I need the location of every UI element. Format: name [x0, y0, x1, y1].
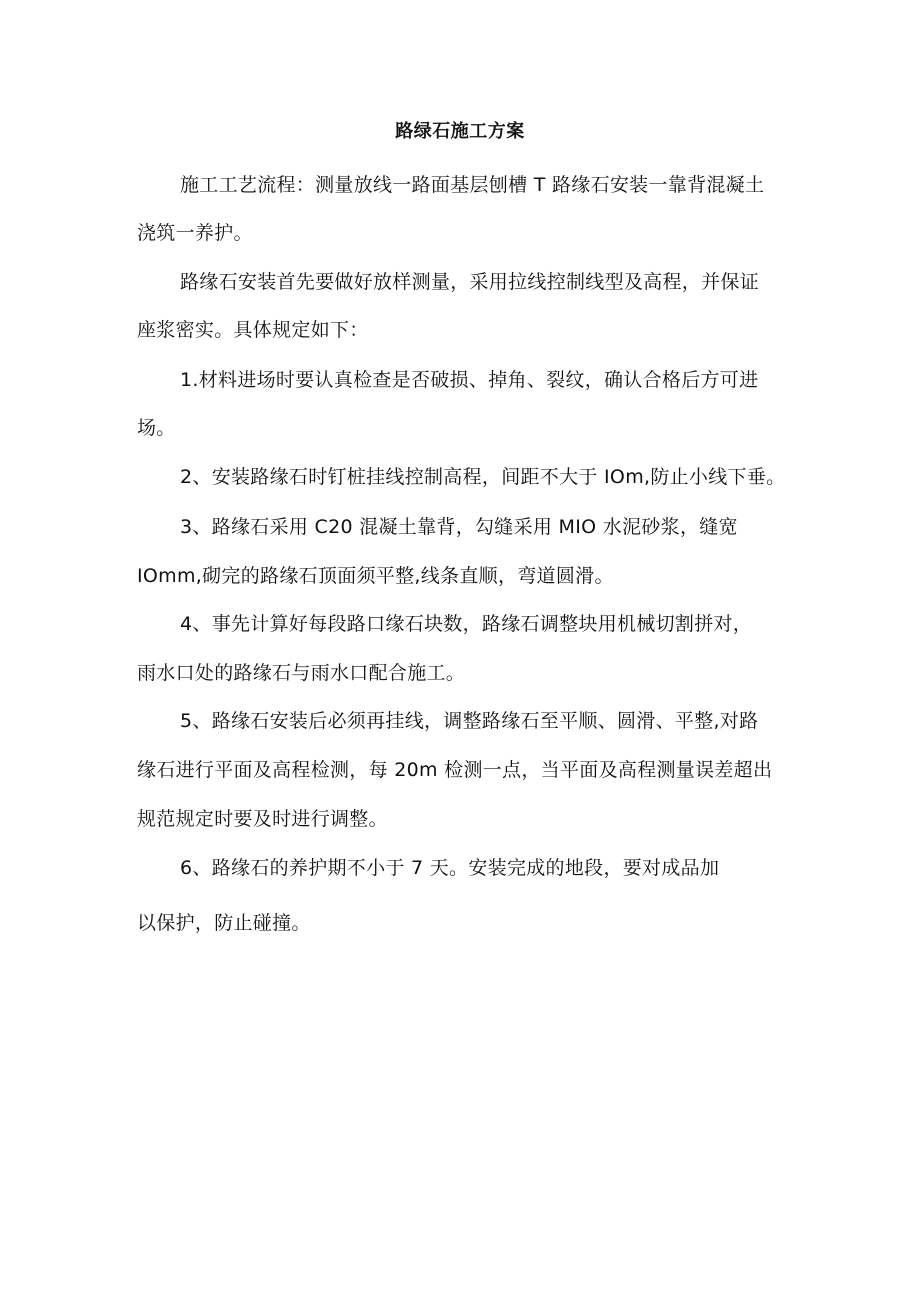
document-title: 路绿石施工方案 — [395, 121, 525, 142]
item-3-line-1: 3、路缘石采用 C20 混凝土靠背，勾缝采用 MIO 水泥砂浆，缝宽 — [180, 516, 738, 538]
item-1-line-2: 场。 — [137, 417, 176, 439]
paragraph-1-line-1: 施工工艺流程：测量放线一路面基层刨槽 T 路缘石安装一靠背混凝土 — [180, 174, 765, 196]
item-6-line-2: 以保护，防止碰撞。 — [137, 912, 311, 934]
item-2-line-1: 2、安装路缘石时钉桩挂线控制高程，间距不大于 IOm,防止小线下垂。 — [180, 466, 786, 488]
paragraph-2-line-2: 座浆密实。具体规定如下： — [137, 319, 369, 341]
paragraph-2-line-1: 路缘石安装首先要做好放样测量，采用拉线控制线型及高程，并保证 — [180, 271, 760, 293]
item-5-line-2: 缘石进行平面及高程检测，每 20m 检测一点，当平面及高程测量误差超出 — [137, 759, 773, 781]
item-5-line-3: 规范规定时要及时进行调整。 — [137, 808, 388, 830]
item-5-line-1: 5、路缘石安装后必须再挂线，调整路缘石至平顺、圆滑、平整,对路 — [180, 710, 759, 732]
item-4-line-2: 雨水口处的路缘石与雨水口配合施工。 — [137, 662, 466, 684]
item-3-line-2: IOmm,砌完的路缘石顶面须平整,线条直顺，弯道圆滑。 — [137, 565, 614, 587]
item-4-line-1: 4、事先计算好每段路口缘石块数，路缘石调整块用机械切割拼对， — [180, 613, 753, 635]
item-1-line-1: 1.材料进场时要认真检查是否破损、掉角、裂纹，确认合格后方可进 — [180, 369, 759, 391]
item-6-line-1: 6、路缘石的养护期不小于 7 天。安装完成的地段，要对成品加 — [180, 857, 720, 879]
paragraph-1-line-2: 浇筑一养护。 — [137, 222, 253, 244]
